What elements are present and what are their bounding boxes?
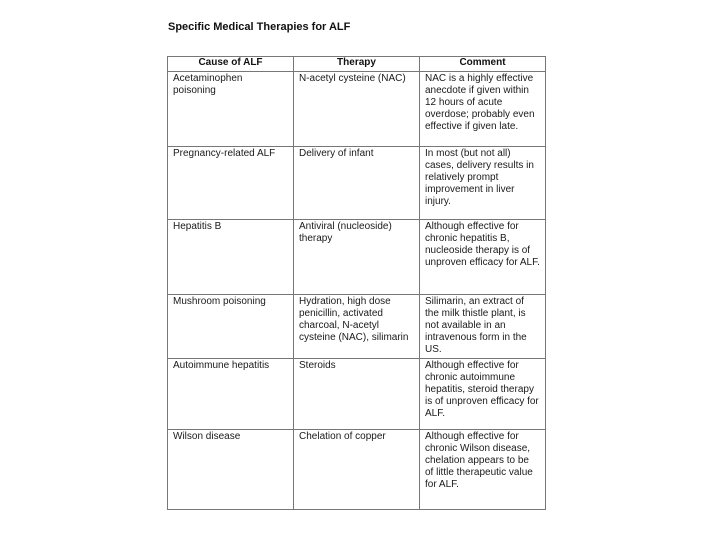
column-header-comment: Comment: [420, 57, 546, 72]
cause-cell: Hepatitis B: [168, 220, 294, 295]
therapy-cell: N-acetyl cysteine (NAC): [294, 72, 420, 147]
comment-cell: NAC is a highly effective anecdote if given within 12 hours of acute overdose; probably even effective if given late.: [420, 72, 546, 147]
table-row: [168, 72, 546, 147]
cause-cell: Autoimmune hepatitis: [168, 359, 294, 430]
comment-cell: Although effective for chronic Wilson disease, chelation appears to be of little therapeutic value for ALF.: [420, 430, 546, 510]
therapy-cell: Steroids: [294, 359, 420, 430]
column-header-cause: Cause of ALF: [168, 57, 294, 72]
therapy-cell: Antiviral (nucleoside) therapy: [294, 220, 420, 295]
cause-cell: Mushroom poisoning: [168, 295, 294, 359]
page-title: Specific Medical Therapies for ALF: [168, 21, 351, 33]
table-row: [168, 359, 546, 430]
therapies-table: [167, 56, 546, 510]
comment-cell: Although effective for chronic hepatitis B, nucleoside therapy is of unproven efficacy for ALF.: [420, 220, 546, 295]
table-row: [168, 147, 546, 220]
therapy-cell: Delivery of infant: [294, 147, 420, 220]
table-header-row: [168, 57, 546, 72]
cause-cell: Acetaminophen poisoning: [168, 72, 294, 147]
comment-cell: Although effective for chronic autoimmune hepatitis, steroid therapy is of unproven efficacy for ALF.: [420, 359, 546, 430]
table-row: [168, 220, 546, 295]
therapy-cell: Hydration, high dose penicillin, activated charcoal, N-acetyl cysteine (NAC), silimarin: [294, 295, 420, 359]
column-header-therapy: Therapy: [294, 57, 420, 72]
comment-cell: In most (but not all) cases, delivery results in relatively prompt improvement in liver injury.: [420, 147, 546, 220]
table-row: [168, 430, 546, 510]
cause-cell: Wilson disease: [168, 430, 294, 510]
cause-cell: Pregnancy-related ALF: [168, 147, 294, 220]
comment-cell: Silimarin, an extract of the milk thistle plant, is not available in an intravenous form in the US.: [420, 295, 546, 359]
table-row: [168, 295, 546, 359]
therapy-cell: Chelation of copper: [294, 430, 420, 510]
